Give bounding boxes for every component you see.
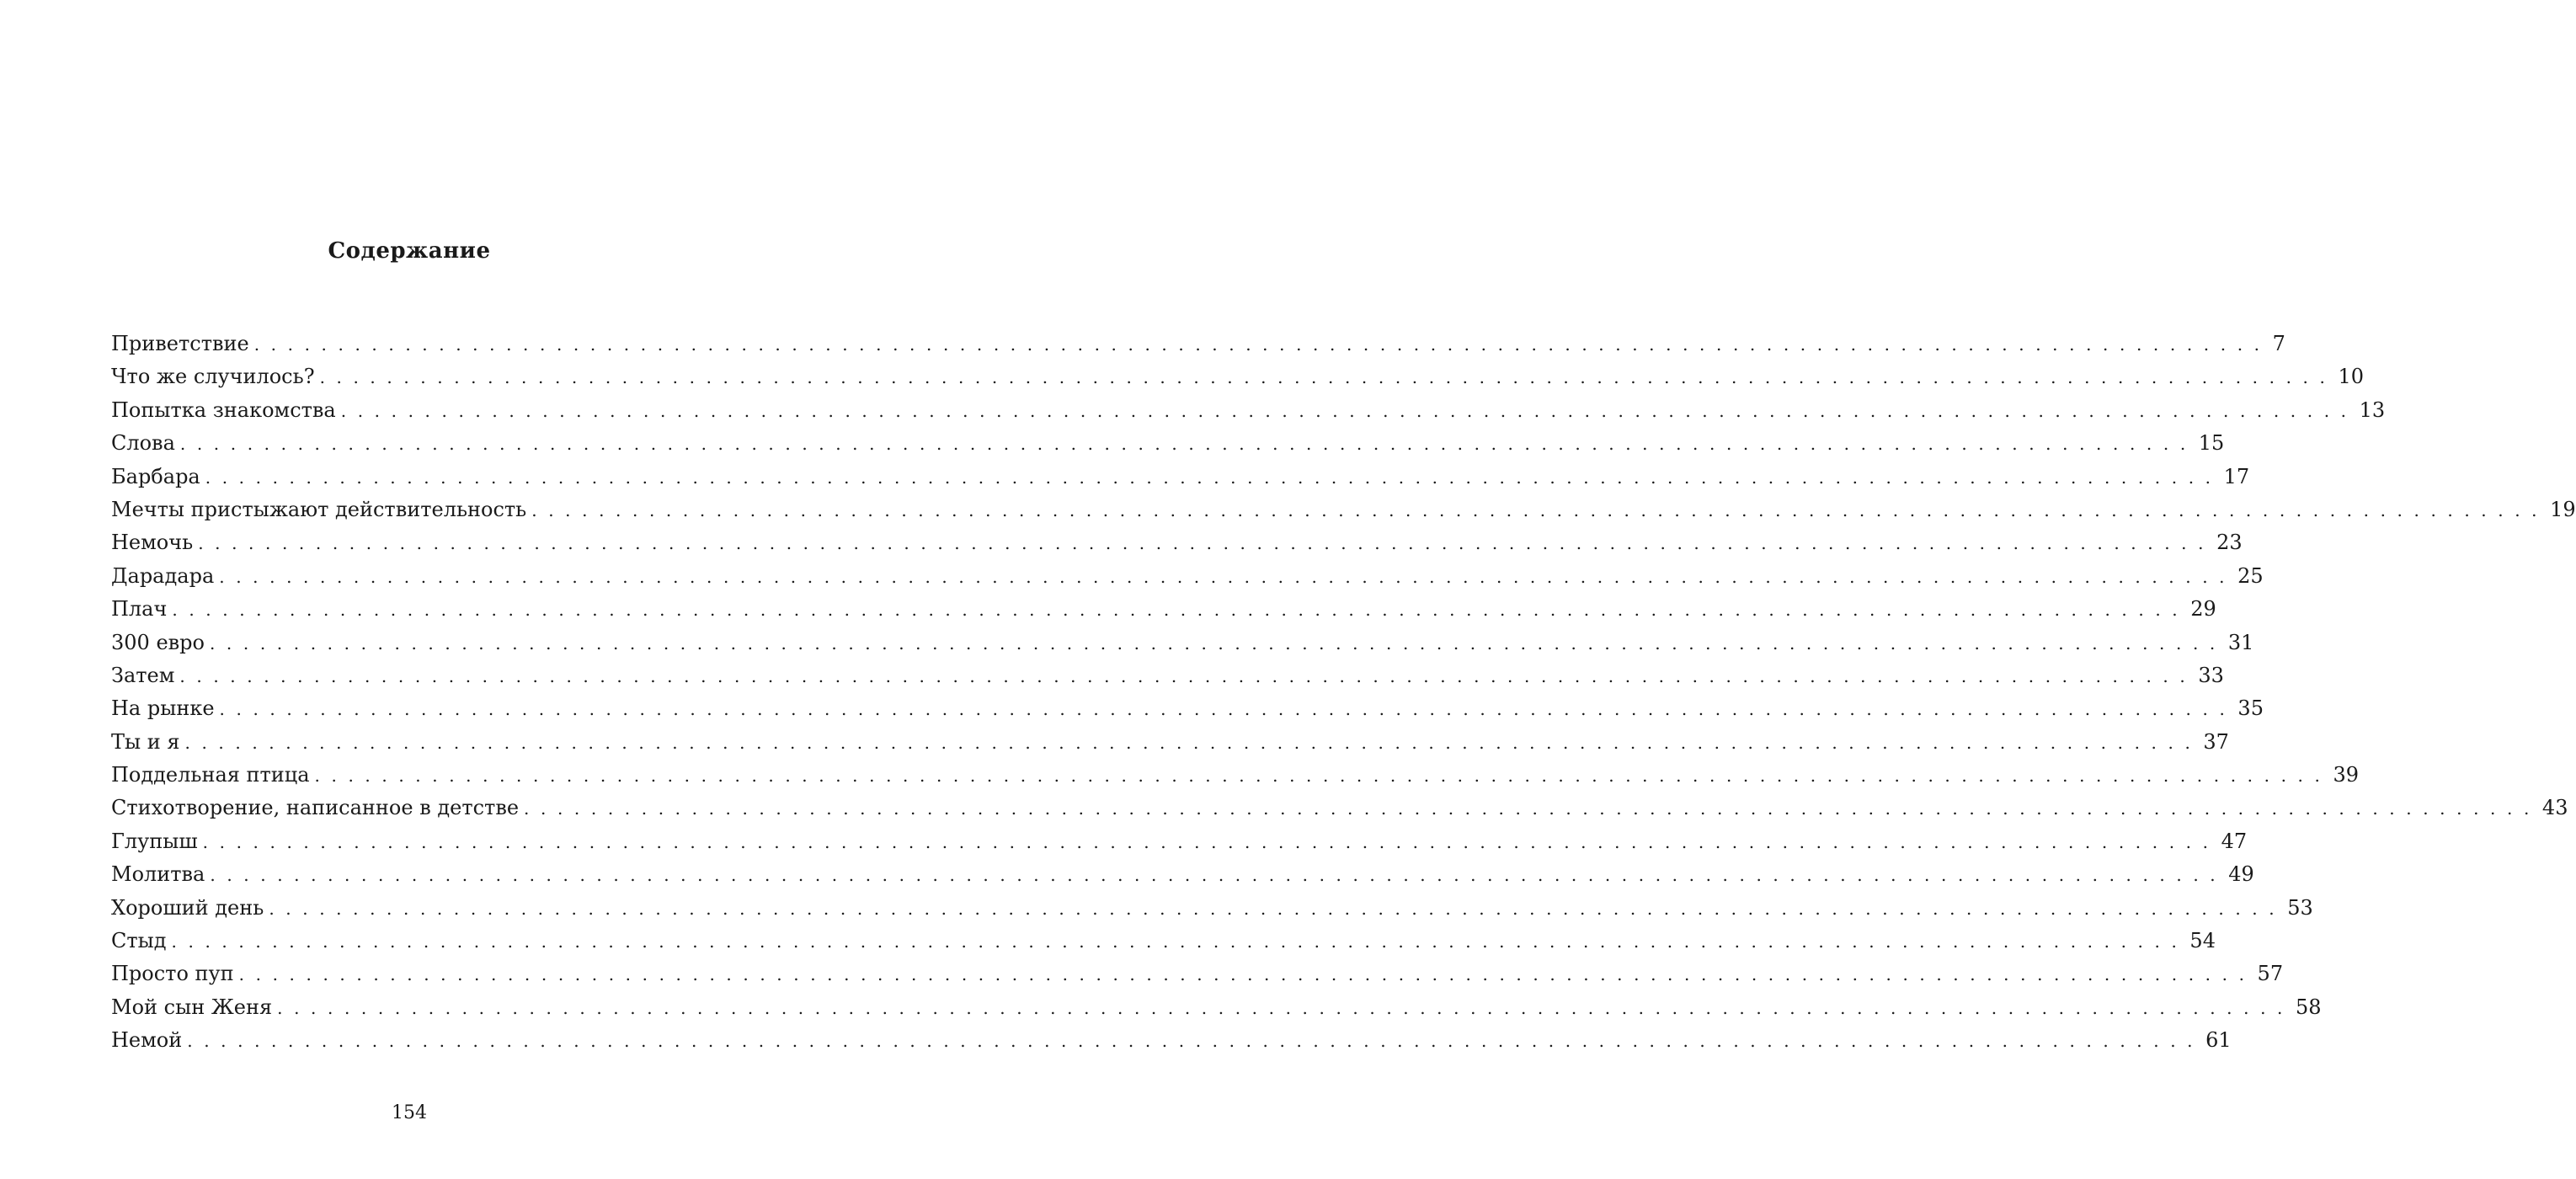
toc-entry[interactable] [111,892,2313,925]
toc-entry-page: 15 [2198,431,2225,456]
toc-entry[interactable] [111,692,2264,725]
toc-entry[interactable] [111,526,2243,559]
toc-entry-title: Плач [111,597,168,622]
toc-entry-title: Просто пуп [111,962,234,986]
dot-leader: ........................................................................................................................ [277,997,2295,1018]
toc-entry-title: Приветствие [111,332,249,355]
toc-entry-title: Стыд [111,929,167,953]
dot-leader: ........................................................................................................................ [219,699,2237,720]
toc-entry-title: Хороший день [111,895,264,920]
toc-entry-page: 49 [2228,862,2254,887]
toc-entry[interactable] [111,858,2254,891]
toc-entry-page: 19 [2550,497,2576,521]
toc-entry-title: Молитва [111,862,205,887]
dot-leader: ........................................................................................................................ [210,865,2227,886]
toc-entry-title: Слова [111,431,175,456]
dot-leader: ........................................................................................................................ [340,400,2358,421]
toc-entry-title: Что же случилось? [111,365,315,389]
toc-entry-title: Ты и я [111,729,180,754]
toc-entry-page: 61 [2205,1028,2232,1053]
dot-leader: ........................................................................................................................ [202,831,2220,852]
dot-leader: ........................................................................................................................ [172,600,2189,621]
dot-leader: ........................................................................................................................ [319,367,2337,388]
toc-entry[interactable] [111,825,2248,858]
toc-entry[interactable] [111,925,2216,958]
toc-entry[interactable] [111,726,2229,759]
dot-leader: ........................................................................................................................ [179,665,2197,686]
toc-entry-page: 13 [2359,397,2386,422]
toc-entry-title: 300 евро [111,630,205,654]
dot-leader: ........................................................................................................................ [531,499,2549,520]
toc-entry-title: Стихотворение, написанное в детстве [111,796,520,820]
dot-leader: ........................................................................................................................ [269,898,2286,919]
toc-entry-page: 37 [2203,729,2229,754]
toc-entry-title: Поддельная птица [111,763,310,787]
toc-entry-page: 57 [2257,962,2284,986]
toc-entry[interactable] [111,627,2254,659]
toc-entry[interactable] [111,759,2359,792]
toc-entry[interactable] [111,394,2386,427]
page-title: Содержание [328,238,491,264]
toc-entry-title: Мечты пристыжают действительность [111,497,527,521]
toc-entry-page: 53 [2287,895,2313,920]
dot-leader: ........................................................................................................................ [205,467,2222,488]
dot-leader: ........................................................................................................................ [198,533,2216,554]
toc-entry-title: Затем [111,663,175,687]
dot-leader: ........................................................................................................................ [171,931,2189,952]
dot-leader: ........................................................................................................................ [187,1031,2205,1052]
table-of-contents [111,328,2576,1058]
dot-leader: ........................................................................................................................ [314,766,2332,787]
toc-entry-page: 43 [2541,796,2568,820]
toc-entry[interactable] [111,560,2264,593]
dot-leader: ........................................................................................................................ [209,632,2227,654]
toc-entry[interactable] [111,659,2224,692]
toc-entry[interactable] [111,991,2322,1024]
toc-entry-page: 29 [2190,597,2216,622]
dot-leader: ........................................................................................................................ [238,964,2256,985]
toc-entry-title: Мой сын Женя [111,995,273,1019]
toc-entry-title: Дарадара [111,563,215,588]
page-number: 154 [392,1102,427,1123]
toc-entry-page: 17 [2223,464,2250,488]
toc-entry-page: 31 [2227,630,2254,654]
dot-leader: ........................................................................................................................ [179,434,2197,455]
dot-leader: ........................................................................................................................ [219,566,2237,587]
toc-entry-page: 10 [2338,365,2364,389]
toc-entry-page: 39 [2333,763,2359,787]
toc-entry[interactable] [111,493,2576,526]
toc-entry-title: Немочь [111,531,194,555]
dot-leader: ........................................................................................................................ [184,732,2202,753]
toc-entry[interactable] [111,328,2285,360]
toc-entry[interactable] [111,958,2284,990]
toc-entry-page: 33 [2198,663,2224,687]
toc-entry-page: 25 [2237,563,2264,588]
toc-entry-title: Барбара [111,464,200,488]
toc-entry[interactable] [111,461,2250,493]
toc-entry[interactable] [111,792,2568,824]
toc-entry-page: 58 [2296,995,2322,1019]
toc-entry-title: Немой [111,1028,183,1053]
dot-leader: ........................................................................................................................ [524,798,2541,819]
toc-entry-page: 47 [2221,829,2248,853]
toc-entry-page: 23 [2216,531,2243,555]
toc-entry[interactable] [111,593,2216,626]
toc-entry-page: 7 [2272,332,2285,355]
toc-entry-page: 54 [2189,929,2216,953]
toc-entry-title: Попытка знакомства [111,397,336,422]
toc-entry[interactable] [111,1024,2232,1057]
toc-entry-page: 35 [2237,696,2264,721]
toc-entry[interactable] [111,360,2364,393]
dot-leader: ........................................................................................................................ [253,334,2271,355]
toc-entry[interactable] [111,427,2225,460]
toc-entry-title: Глупыш [111,829,198,853]
toc-entry-title: На рынке [111,696,215,721]
